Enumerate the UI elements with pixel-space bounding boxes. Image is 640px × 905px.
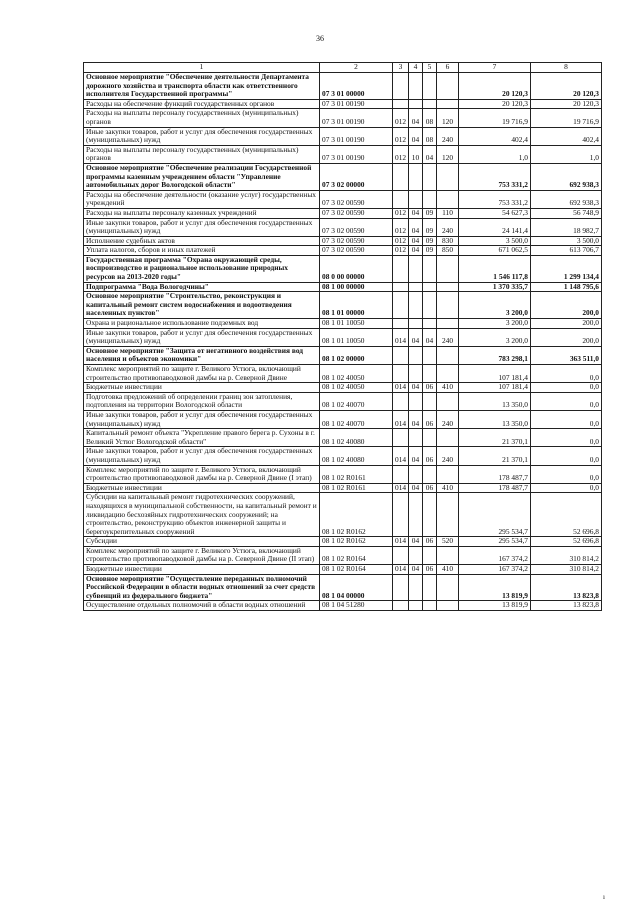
row-value-col8: 0,0 <box>531 383 602 393</box>
row-rz: 04 <box>409 218 423 236</box>
table-row <box>84 292 602 319</box>
row-rz <box>409 493 423 537</box>
table-row <box>84 236 602 246</box>
column-header: 3 <box>393 63 409 73</box>
row-code: 08 1 00 00000 <box>320 282 393 292</box>
row-name: Государственная программа "Охрана окружающей среды, воспроизводство и рациональное использование природных ресурсов на 2013-2020 годы" <box>84 255 320 282</box>
row-vr <box>393 163 409 190</box>
row-pr <box>423 465 437 483</box>
row-value-col7: 167 374,2 <box>459 565 531 575</box>
row-value-col8: 19 716,9 <box>531 109 602 127</box>
row-pr: 08 <box>423 127 437 145</box>
row-code: 08 1 04 51280 <box>320 601 393 611</box>
row-pr <box>423 346 437 364</box>
row-value-col7: 54 627,3 <box>459 208 531 218</box>
row-pr <box>423 292 437 319</box>
row-value-col7: 1 546 117,8 <box>459 255 531 282</box>
row-name: Иные закупки товаров, работ и услуг для обеспечения государственных (муниципальных) нужд <box>84 328 320 346</box>
row-value-col7: 20 120,3 <box>459 73 531 100</box>
row-rz <box>409 73 423 100</box>
row-vr <box>393 99 409 109</box>
row-name: Основное мероприятие "Защита от негативного воздействия вод населения и объектов экономики" <box>84 346 320 364</box>
row-code: 08 1 02 40080 <box>320 429 393 447</box>
row-code: 08 0 00 00000 <box>320 255 393 282</box>
table-row <box>84 365 602 383</box>
row-value-col7: 3 500,0 <box>459 236 531 246</box>
row-kosgu <box>437 319 459 329</box>
row-code: 07 3 02 00590 <box>320 218 393 236</box>
row-vr <box>393 282 409 292</box>
row-vr <box>393 365 409 383</box>
table-header-row <box>84 63 602 73</box>
row-pr <box>423 546 437 564</box>
row-vr <box>393 73 409 100</box>
row-value-col8: 692 938,3 <box>531 163 602 190</box>
row-pr: 04 <box>423 328 437 346</box>
row-name: Субсидии <box>84 537 320 547</box>
row-value-col8: 0,0 <box>531 392 602 410</box>
row-vr <box>393 392 409 410</box>
row-value-col8: 363 511,0 <box>531 346 602 364</box>
row-vr <box>393 292 409 319</box>
row-value-col8: 0,0 <box>531 483 602 493</box>
table-row <box>84 546 602 564</box>
row-code: 07 3 01 00190 <box>320 127 393 145</box>
row-kosgu: 110 <box>437 208 459 218</box>
row-kosgu <box>437 493 459 537</box>
row-rz <box>409 292 423 319</box>
row-value-col8: 0,0 <box>531 429 602 447</box>
row-kosgu <box>437 282 459 292</box>
row-pr: 09 <box>423 246 437 256</box>
row-pr: 09 <box>423 218 437 236</box>
row-kosgu <box>437 546 459 564</box>
row-code: 08 1 02 R0162 <box>320 493 393 537</box>
table-row <box>84 493 602 537</box>
row-kosgu <box>437 190 459 208</box>
row-value-col7: 178 487,7 <box>459 483 531 493</box>
table-row <box>84 73 602 100</box>
row-vr: 012 <box>393 236 409 246</box>
row-value-col7: 21 370,1 <box>459 429 531 447</box>
row-code: 07 3 02 00000 <box>320 163 393 190</box>
row-code: 07 3 02 00590 <box>320 246 393 256</box>
row-name: Основное мероприятие "Строительство, реконструкция и капитальный ремонт систем водоснабжения и водоотведения населенных пунктов" <box>84 292 320 319</box>
row-kosgu <box>437 465 459 483</box>
row-rz: 04 <box>409 236 423 246</box>
table-row <box>84 163 602 190</box>
row-rz: 04 <box>409 328 423 346</box>
row-name: Уплата налогов, сборов и иных платежей <box>84 246 320 256</box>
row-rz: 04 <box>409 246 423 256</box>
row-value-col7: 19 716,9 <box>459 109 531 127</box>
row-rz: 04 <box>409 483 423 493</box>
row-value-col7: 178 487,7 <box>459 465 531 483</box>
row-rz <box>409 365 423 383</box>
table-row <box>84 601 602 611</box>
row-rz: 04 <box>409 383 423 393</box>
row-pr <box>423 429 437 447</box>
row-name: Расходы на выплаты персоналу государственных (муниципальных) органов <box>84 145 320 163</box>
row-name: Основное мероприятие "Осуществление переданных полномочий Российской Федерации в области водных отношений за счет средств субвенций из федерального бюджета" <box>84 574 320 601</box>
row-name: Иные закупки товаров, работ и услуг для обеспечения государственных (муниципальных) нужд <box>84 410 320 428</box>
row-kosgu <box>437 163 459 190</box>
row-name: Комплекс мероприятий по защите г. Великого Устюга, включающий строительство противопаводковой дамбы на р. Северной Двине <box>84 365 320 383</box>
row-value-col8: 692 938,3 <box>531 190 602 208</box>
row-code: 08 1 01 00000 <box>320 292 393 319</box>
row-value-col8: 0,0 <box>531 365 602 383</box>
row-pr: 06 <box>423 383 437 393</box>
row-vr <box>393 429 409 447</box>
row-value-col8: 52 696,8 <box>531 537 602 547</box>
row-rz <box>409 429 423 447</box>
table-row <box>84 346 602 364</box>
row-code: 08 1 04 00000 <box>320 574 393 601</box>
row-value-col7: 107 181,4 <box>459 365 531 383</box>
row-pr <box>423 601 437 611</box>
row-value-col8: 0,0 <box>531 410 602 428</box>
table-row <box>84 145 602 163</box>
table-row <box>84 447 602 465</box>
row-value-col7: 671 062,5 <box>459 246 531 256</box>
row-value-col7: 21 370,1 <box>459 447 531 465</box>
column-header: 8 <box>531 63 602 73</box>
row-name: Расходы на выплаты персоналу государственных (муниципальных) органов <box>84 109 320 127</box>
column-header: 5 <box>423 63 437 73</box>
row-value-col7: 13 350,0 <box>459 392 531 410</box>
table-row <box>84 465 602 483</box>
row-value-col7: 13 819,9 <box>459 574 531 601</box>
row-value-col7: 3 200,0 <box>459 319 531 329</box>
row-vr: 014 <box>393 328 409 346</box>
row-kosgu: 120 <box>437 109 459 127</box>
table-row <box>84 574 602 601</box>
row-vr <box>393 319 409 329</box>
row-rz: 10 <box>409 145 423 163</box>
table-row <box>84 537 602 547</box>
row-rz: 04 <box>409 109 423 127</box>
row-rz: 04 <box>409 127 423 145</box>
row-name: Комплекс мероприятий по защите г. Великого Устюга, включающий строительство противопаводковой дамбы на р. Северной Двине (I этап) <box>84 465 320 483</box>
row-value-col8: 1,0 <box>531 145 602 163</box>
row-pr <box>423 392 437 410</box>
row-vr <box>393 190 409 208</box>
row-kosgu <box>437 255 459 282</box>
page-number: 36 <box>316 34 324 43</box>
row-value-col7: 20 120,3 <box>459 99 531 109</box>
row-vr: 012 <box>393 208 409 218</box>
row-kosgu: 240 <box>437 447 459 465</box>
row-vr <box>393 346 409 364</box>
row-name: Капитальный ремонт объекта "Укрепление правого берега р. Сухоны в г. Великий Устюг Вологодской области" <box>84 429 320 447</box>
row-value-col8: 56 748,9 <box>531 208 602 218</box>
row-value-col7: 295 534,7 <box>459 537 531 547</box>
row-pr <box>423 99 437 109</box>
row-value-col7: 107 181,4 <box>459 383 531 393</box>
row-value-col8: 1 299 134,4 <box>531 255 602 282</box>
row-vr <box>393 601 409 611</box>
column-header: 6 <box>437 63 459 73</box>
column-header: 2 <box>320 63 393 73</box>
table-row <box>84 383 602 393</box>
row-vr: 012 <box>393 246 409 256</box>
row-code: 08 1 02 R0164 <box>320 546 393 564</box>
row-pr: 06 <box>423 483 437 493</box>
row-kosgu: 240 <box>437 328 459 346</box>
row-name: Иные закупки товаров, работ и услуг для обеспечения государственных (муниципальных) нужд <box>84 218 320 236</box>
row-code: 08 1 02 R0161 <box>320 483 393 493</box>
row-kosgu <box>437 429 459 447</box>
row-vr: 012 <box>393 145 409 163</box>
row-pr <box>423 282 437 292</box>
row-value-col7: 295 534,7 <box>459 493 531 537</box>
row-kosgu <box>437 73 459 100</box>
row-vr <box>393 465 409 483</box>
row-value-col8: 200,0 <box>531 328 602 346</box>
row-value-col8: 13 823,8 <box>531 574 602 601</box>
row-value-col8: 0,0 <box>531 465 602 483</box>
row-name: Субсидии на капитальный ремонт гидротехнических сооружений, находящихся в муниципальной собственности, на капитальный ремонт и ликвидацию бесхозяйных гидротехнических сооружений; на строительство, реконструкцию объектов инженерной защиты и берегоукрепительных сооружений <box>84 493 320 537</box>
row-value-col8: 1 148 795,6 <box>531 282 602 292</box>
row-value-col7: 167 374,2 <box>459 546 531 564</box>
row-pr: 08 <box>423 109 437 127</box>
row-code: 08 1 02 00000 <box>320 346 393 364</box>
row-code: 07 3 02 00590 <box>320 236 393 246</box>
row-pr: 06 <box>423 537 437 547</box>
row-code: 08 1 01 10050 <box>320 328 393 346</box>
row-kosgu <box>437 392 459 410</box>
row-code: 07 3 02 00590 <box>320 208 393 218</box>
table-row <box>84 218 602 236</box>
row-pr <box>423 319 437 329</box>
row-code: 07 3 01 00190 <box>320 109 393 127</box>
row-vr: 012 <box>393 109 409 127</box>
row-vr: 012 <box>393 218 409 236</box>
row-value-col7: 24 141,4 <box>459 218 531 236</box>
row-pr <box>423 255 437 282</box>
row-code: 08 1 02 R0162 <box>320 537 393 547</box>
table-row <box>84 410 602 428</box>
row-value-col7: 13 819,9 <box>459 601 531 611</box>
table-row <box>84 282 602 292</box>
table-row <box>84 565 602 575</box>
row-kosgu: 120 <box>437 145 459 163</box>
row-value-col8: 52 696,8 <box>531 493 602 537</box>
row-name: Исполнение судебных актов <box>84 236 320 246</box>
column-header: 7 <box>459 63 531 73</box>
row-pr: 09 <box>423 236 437 246</box>
row-pr <box>423 73 437 100</box>
row-pr <box>423 574 437 601</box>
row-vr <box>393 546 409 564</box>
row-pr <box>423 163 437 190</box>
table-row <box>84 99 602 109</box>
row-value-col8: 200,0 <box>531 292 602 319</box>
row-pr <box>423 190 437 208</box>
row-pr <box>423 493 437 537</box>
row-rz <box>409 190 423 208</box>
row-name: Комплекс мероприятий по защите г. Великого Устюга, включающий строительство противопаводковой дамбы на р. Северной Двине (II этап) <box>84 546 320 564</box>
row-kosgu: 410 <box>437 483 459 493</box>
table-row <box>84 127 602 145</box>
row-code: 08 1 01 10050 <box>320 319 393 329</box>
row-kosgu: 240 <box>437 218 459 236</box>
row-value-col7: 783 298,1 <box>459 346 531 364</box>
table-row <box>84 429 602 447</box>
row-code: 07 3 01 00000 <box>320 73 393 100</box>
row-vr <box>393 574 409 601</box>
row-value-col8: 0,0 <box>531 447 602 465</box>
row-name: Подпрограмма "Вода Вологодчины" <box>84 282 320 292</box>
row-rz: 04 <box>409 410 423 428</box>
row-kosgu <box>437 99 459 109</box>
row-name: Бюджетные инвестиции <box>84 565 320 575</box>
row-kosgu <box>437 292 459 319</box>
row-name: Охрана и рациональное использование подземных вод <box>84 319 320 329</box>
row-kosgu: 850 <box>437 246 459 256</box>
row-rz <box>409 99 423 109</box>
table-row <box>84 483 602 493</box>
corner-mark: ı <box>603 893 605 901</box>
row-value-col8: 13 823,8 <box>531 601 602 611</box>
row-kosgu: 830 <box>437 236 459 246</box>
table-row <box>84 208 602 218</box>
row-rz <box>409 465 423 483</box>
row-kosgu <box>437 601 459 611</box>
row-value-col8: 20 120,3 <box>531 99 602 109</box>
row-name: Осуществление отдельных полномочий в области водных отношений <box>84 601 320 611</box>
row-kosgu <box>437 346 459 364</box>
row-code: 08 1 02 R0164 <box>320 565 393 575</box>
row-code: 07 3 01 00190 <box>320 145 393 163</box>
row-value-col8: 20 120,3 <box>531 73 602 100</box>
row-rz <box>409 319 423 329</box>
row-rz <box>409 163 423 190</box>
row-rz: 04 <box>409 208 423 218</box>
row-value-col8: 402,4 <box>531 127 602 145</box>
row-kosgu <box>437 365 459 383</box>
row-value-col8: 18 982,7 <box>531 218 602 236</box>
row-rz: 04 <box>409 447 423 465</box>
row-kosgu: 240 <box>437 410 459 428</box>
row-code: 08 1 02 40050 <box>320 365 393 383</box>
row-kosgu: 240 <box>437 127 459 145</box>
row-pr: 06 <box>423 565 437 575</box>
row-rz <box>409 601 423 611</box>
table-row <box>84 328 602 346</box>
row-vr <box>393 255 409 282</box>
row-code: 08 1 02 40080 <box>320 447 393 465</box>
row-pr: 09 <box>423 208 437 218</box>
row-pr: 04 <box>423 145 437 163</box>
row-rz <box>409 346 423 364</box>
row-value-col7: 13 350,0 <box>459 410 531 428</box>
row-value-col8: 3 500,0 <box>531 236 602 246</box>
row-kosgu: 410 <box>437 565 459 575</box>
row-value-col7: 3 200,0 <box>459 292 531 319</box>
table-row <box>84 246 602 256</box>
row-value-col8: 200,0 <box>531 319 602 329</box>
table-row <box>84 190 602 208</box>
row-value-col7: 753 331,2 <box>459 163 531 190</box>
row-value-col8: 310 814,2 <box>531 565 602 575</box>
row-value-col8: 310 814,2 <box>531 546 602 564</box>
row-name: Бюджетные инвестиции <box>84 383 320 393</box>
row-pr: 06 <box>423 447 437 465</box>
row-value-col7: 3 200,0 <box>459 328 531 346</box>
row-pr <box>423 365 437 383</box>
row-vr: 014 <box>393 410 409 428</box>
row-code: 07 3 01 00190 <box>320 99 393 109</box>
row-vr <box>393 493 409 537</box>
row-rz <box>409 546 423 564</box>
row-code: 08 1 02 40070 <box>320 392 393 410</box>
row-name: Расходы на обеспечение деятельности (оказание услуг) государственных учреждений <box>84 190 320 208</box>
table-row <box>84 255 602 282</box>
row-kosgu <box>437 574 459 601</box>
row-code: 08 1 02 R0161 <box>320 465 393 483</box>
row-code: 08 1 02 40070 <box>320 410 393 428</box>
row-name: Основное мероприятие "Обеспечение реализации Государственной программы казенным учреждением области "Управление автомобильных дорог Вологодской области" <box>84 163 320 190</box>
row-vr: 014 <box>393 537 409 547</box>
row-vr: 014 <box>393 383 409 393</box>
row-value-col7: 402,4 <box>459 127 531 145</box>
row-vr: 014 <box>393 565 409 575</box>
row-rz <box>409 392 423 410</box>
row-code: 08 1 02 40050 <box>320 383 393 393</box>
row-vr: 012 <box>393 127 409 145</box>
table-row <box>84 392 602 410</box>
row-code: 07 3 02 00590 <box>320 190 393 208</box>
row-kosgu: 520 <box>437 537 459 547</box>
row-name: Иные закупки товаров, работ и услуг для обеспечения государственных (муниципальных) нужд <box>84 447 320 465</box>
table-row <box>84 109 602 127</box>
budget-table <box>83 62 602 611</box>
row-value-col7: 753 331,2 <box>459 190 531 208</box>
row-value-col8: 613 706,7 <box>531 246 602 256</box>
row-rz <box>409 574 423 601</box>
row-rz <box>409 282 423 292</box>
row-pr: 06 <box>423 410 437 428</box>
row-kosgu: 410 <box>437 383 459 393</box>
row-vr: 014 <box>393 447 409 465</box>
row-name: Расходы на обеспечение функций государственных органов <box>84 99 320 109</box>
row-name: Подготовка предложений об определении границ зон затопления, подтопления на территории Вологодской области <box>84 392 320 410</box>
column-header: 4 <box>409 63 423 73</box>
row-name: Бюджетные инвестиции <box>84 483 320 493</box>
row-name: Иные закупки товаров, работ и услуг для обеспечения государственных (муниципальных) нужд <box>84 127 320 145</box>
row-value-col7: 1 370 335,7 <box>459 282 531 292</box>
row-rz <box>409 255 423 282</box>
row-vr: 014 <box>393 483 409 493</box>
row-name: Расходы на выплаты персоналу казенных учреждений <box>84 208 320 218</box>
table-row <box>84 319 602 329</box>
column-header: 1 <box>84 63 320 73</box>
row-value-col7: 1,0 <box>459 145 531 163</box>
row-rz: 04 <box>409 537 423 547</box>
table-body <box>84 73 602 611</box>
row-name: Основное мероприятие "Обеспечение деятельности Департамента дорожного хозяйства и транспорта области как ответственного исполнителя Государственной программы" <box>84 73 320 100</box>
row-rz: 04 <box>409 565 423 575</box>
